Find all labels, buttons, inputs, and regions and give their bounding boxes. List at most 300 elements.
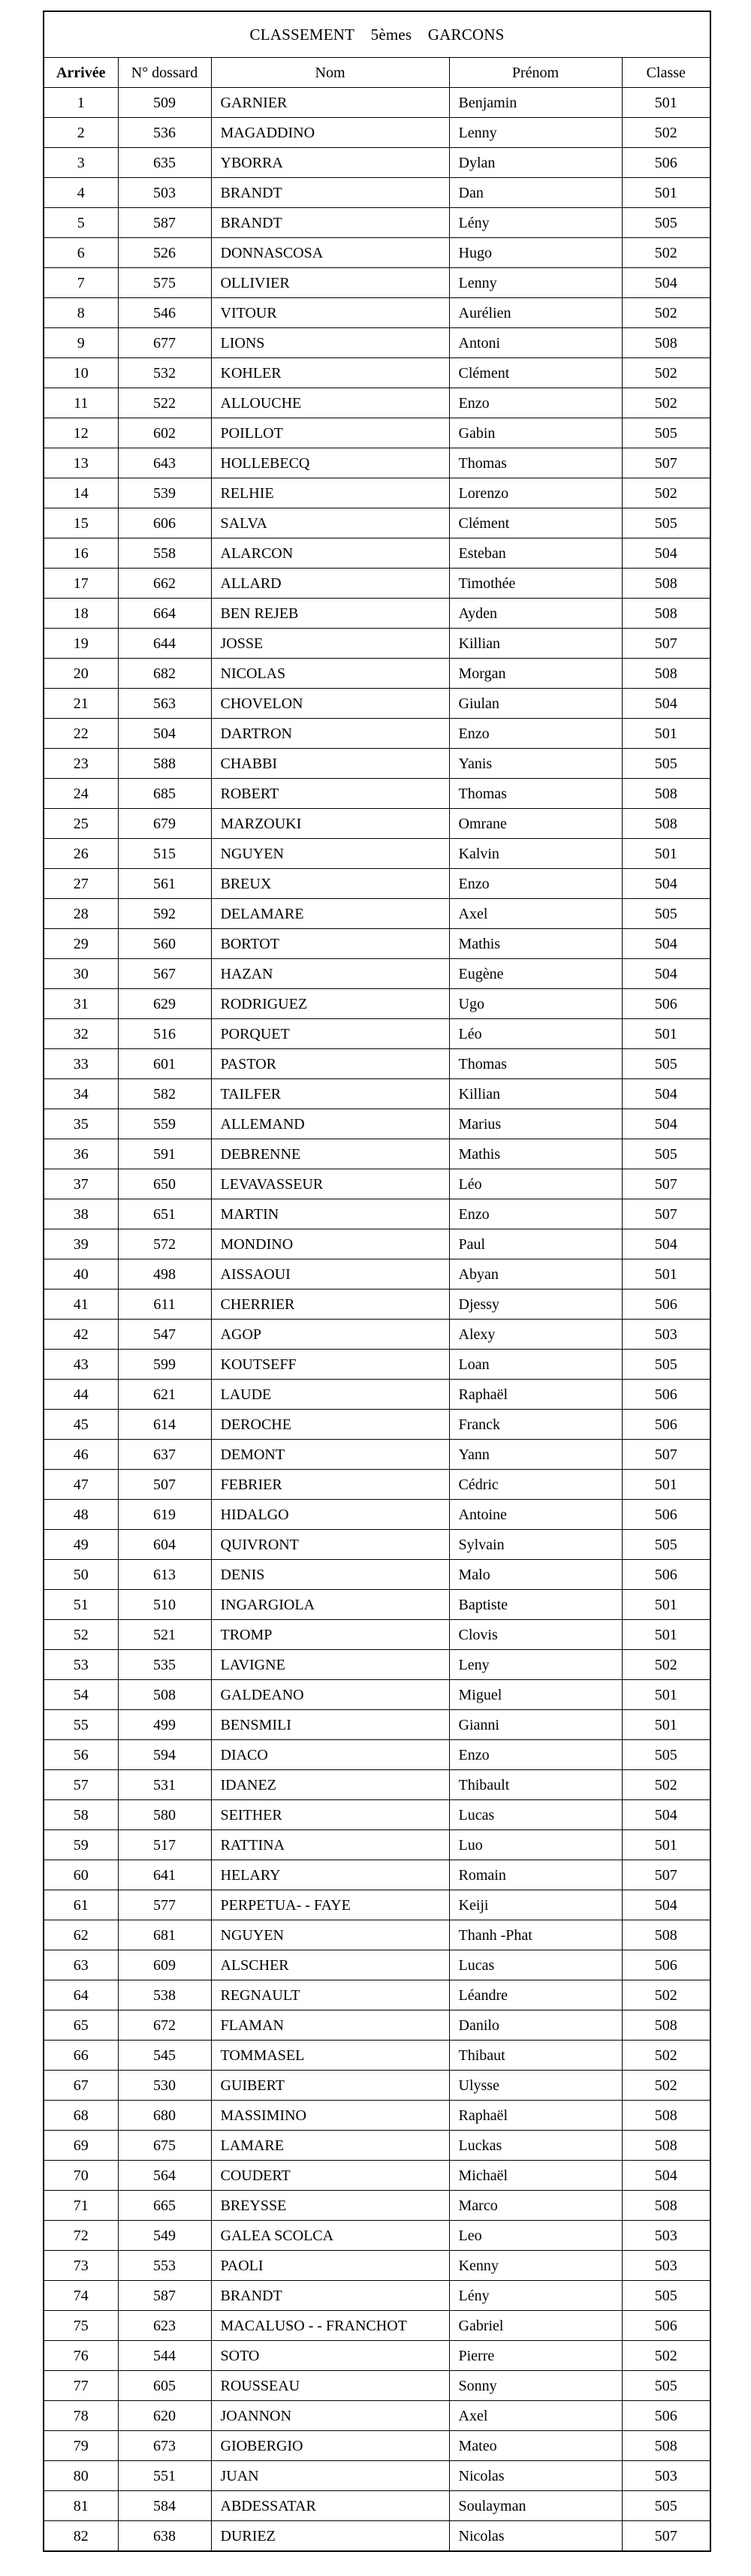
cell-firstname: Dan [449, 178, 622, 208]
table-row [44, 1980, 710, 2010]
cell-bib: 677 [118, 328, 211, 358]
table-row [44, 1560, 710, 1590]
cell-lastname: DEROCHE [211, 1410, 449, 1440]
table-row [44, 2281, 710, 2311]
cell-class: 504 [622, 689, 710, 719]
cell-arrival: 81 [44, 2491, 118, 2521]
table-row [44, 538, 710, 569]
cell-arrival: 34 [44, 1079, 118, 1109]
cell-lastname: BORTOT [211, 929, 449, 959]
table-row [44, 1259, 710, 1290]
cell-lastname: ALLEMAND [211, 1109, 449, 1139]
cell-bib: 594 [118, 1740, 211, 1770]
cell-firstname: Lorenzo [449, 478, 622, 508]
cell-bib: 591 [118, 1139, 211, 1169]
cell-class: 502 [622, 2341, 710, 2371]
cell-lastname: DURIEZ [211, 2521, 449, 2552]
cell-lastname: RODRIGUEZ [211, 989, 449, 1019]
cell-arrival: 76 [44, 2341, 118, 2371]
cell-bib: 638 [118, 2521, 211, 2552]
cell-arrival: 11 [44, 388, 118, 418]
cell-firstname: Kalvin [449, 839, 622, 869]
table-row [44, 208, 710, 238]
cell-class: 505 [622, 1530, 710, 1560]
table-row [44, 929, 710, 959]
cell-firstname: Loan [449, 1350, 622, 1380]
cell-lastname: SEITHER [211, 1800, 449, 1830]
cell-firstname: Killian [449, 1079, 622, 1109]
table-row [44, 689, 710, 719]
cell-class: 508 [622, 2191, 710, 2221]
cell-firstname: Lény [449, 208, 622, 238]
cell-lastname: POILLOT [211, 418, 449, 448]
cell-class: 502 [622, 118, 710, 148]
table-row [44, 2010, 710, 2041]
cell-bib: 587 [118, 208, 211, 238]
cell-bib: 681 [118, 1920, 211, 1950]
cell-lastname: VITOUR [211, 298, 449, 328]
table-row [44, 1410, 710, 1440]
cell-lastname: ROBERT [211, 779, 449, 809]
cell-arrival: 35 [44, 1109, 118, 1139]
cell-arrival: 25 [44, 809, 118, 839]
cell-arrival: 36 [44, 1139, 118, 1169]
cell-class: 505 [622, 508, 710, 538]
cell-arrival: 55 [44, 1710, 118, 1740]
table-body [44, 88, 710, 2552]
cell-class: 505 [622, 418, 710, 448]
cell-bib: 675 [118, 2131, 211, 2161]
table-row [44, 749, 710, 779]
cell-class: 501 [622, 1830, 710, 1860]
cell-class: 502 [622, 2071, 710, 2101]
cell-arrival: 30 [44, 959, 118, 989]
cell-lastname: NGUYEN [211, 1920, 449, 1950]
cell-firstname: Raphaël [449, 1380, 622, 1410]
cell-lastname: REGNAULT [211, 1980, 449, 2010]
table-row [44, 1440, 710, 1470]
cell-arrival: 6 [44, 238, 118, 268]
cell-firstname: Luckas [449, 2131, 622, 2161]
cell-arrival: 41 [44, 1290, 118, 1320]
table-row [44, 2491, 710, 2521]
table-row [44, 2101, 710, 2131]
cell-firstname: Soulayman [449, 2491, 622, 2521]
cell-bib: 539 [118, 478, 211, 508]
cell-class: 501 [622, 178, 710, 208]
cell-bib: 672 [118, 2010, 211, 2041]
table-row [44, 2071, 710, 2101]
cell-bib: 561 [118, 869, 211, 899]
table-row [44, 118, 710, 148]
table-row [44, 1680, 710, 1710]
cell-lastname: ALSCHER [211, 1950, 449, 1980]
cell-lastname: GUIBERT [211, 2071, 449, 2101]
table-row [44, 1109, 710, 1139]
cell-bib: 621 [118, 1380, 211, 1410]
table-row [44, 1620, 710, 1650]
cell-lastname: RATTINA [211, 1830, 449, 1860]
table-row [44, 2191, 710, 2221]
cell-firstname: Antoine [449, 1500, 622, 1530]
table-row [44, 1350, 710, 1380]
table-row [44, 1290, 710, 1320]
cell-arrival: 2 [44, 118, 118, 148]
cell-bib: 575 [118, 268, 211, 298]
table-row [44, 1320, 710, 1350]
cell-class: 505 [622, 2491, 710, 2521]
table-row [44, 1380, 710, 1410]
table-row [44, 899, 710, 929]
cell-firstname: Léandre [449, 1980, 622, 2010]
cell-bib: 560 [118, 929, 211, 959]
cell-firstname: Enzo [449, 1740, 622, 1770]
cell-arrival: 42 [44, 1320, 118, 1350]
cell-arrival: 21 [44, 689, 118, 719]
cell-lastname: INGARGIOLA [211, 1590, 449, 1620]
cell-bib: 564 [118, 2161, 211, 2191]
cell-bib: 662 [118, 569, 211, 599]
cell-arrival: 58 [44, 1800, 118, 1830]
cell-arrival: 44 [44, 1380, 118, 1410]
cell-firstname: Marco [449, 2191, 622, 2221]
cell-firstname: Nicolas [449, 2521, 622, 2552]
cell-lastname: ROUSSEAU [211, 2371, 449, 2401]
cell-class: 502 [622, 388, 710, 418]
cell-bib: 517 [118, 1830, 211, 1860]
cell-lastname: NGUYEN [211, 839, 449, 869]
table-row [44, 779, 710, 809]
cell-lastname: DELAMARE [211, 899, 449, 929]
cell-bib: 609 [118, 1950, 211, 1980]
table-row [44, 1019, 710, 1049]
table-row [44, 1860, 710, 1890]
title-grade: 5èmes [370, 25, 412, 44]
cell-bib: 521 [118, 1620, 211, 1650]
table-row [44, 1890, 710, 1920]
cell-firstname: Nicolas [449, 2461, 622, 2491]
cell-arrival: 31 [44, 989, 118, 1019]
cell-firstname: Gabriel [449, 2311, 622, 2341]
cell-class: 504 [622, 1229, 710, 1259]
table-row [44, 268, 710, 298]
cell-class: 504 [622, 929, 710, 959]
cell-arrival: 16 [44, 538, 118, 569]
table-row [44, 478, 710, 508]
table-row [44, 989, 710, 1019]
cell-arrival: 68 [44, 2101, 118, 2131]
cell-lastname: LEVAVASSEUR [211, 1169, 449, 1199]
table-row [44, 1950, 710, 1980]
cell-firstname: Kenny [449, 2251, 622, 2281]
table-row [44, 1470, 710, 1500]
cell-lastname: AISSAOUI [211, 1259, 449, 1290]
cell-arrival: 63 [44, 1950, 118, 1980]
cell-arrival: 28 [44, 899, 118, 929]
cell-class: 507 [622, 1199, 710, 1229]
cell-class: 508 [622, 779, 710, 809]
cell-lastname: BRANDT [211, 178, 449, 208]
cell-lastname: LAVIGNE [211, 1650, 449, 1680]
cell-firstname: Hugo [449, 238, 622, 268]
cell-arrival: 19 [44, 629, 118, 659]
cell-arrival: 47 [44, 1470, 118, 1500]
cell-class: 502 [622, 478, 710, 508]
cell-class: 501 [622, 1019, 710, 1049]
cell-lastname: NICOLAS [211, 659, 449, 689]
cell-bib: 547 [118, 1320, 211, 1350]
cell-bib: 611 [118, 1290, 211, 1320]
cell-arrival: 62 [44, 1920, 118, 1950]
cell-lastname: LAMARE [211, 2131, 449, 2161]
table-row [44, 2371, 710, 2401]
cell-arrival: 50 [44, 1560, 118, 1590]
cell-bib: 553 [118, 2251, 211, 2281]
table-row [44, 959, 710, 989]
cell-class: 501 [622, 1259, 710, 1290]
cell-bib: 516 [118, 1019, 211, 1049]
table-row [44, 508, 710, 538]
cell-arrival: 56 [44, 1740, 118, 1770]
cell-firstname: Aurélien [449, 298, 622, 328]
cell-lastname: ALLOUCHE [211, 388, 449, 418]
cell-firstname: Ayden [449, 599, 622, 629]
cell-bib: 588 [118, 749, 211, 779]
table-row [44, 448, 710, 478]
cell-lastname: GARNIER [211, 88, 449, 118]
table-row [44, 1590, 710, 1620]
cell-class: 506 [622, 1380, 710, 1410]
cell-class: 502 [622, 358, 710, 388]
cell-firstname: Thanh -Phat [449, 1920, 622, 1950]
table-row [44, 388, 710, 418]
cell-lastname: JOANNON [211, 2401, 449, 2431]
cell-arrival: 5 [44, 208, 118, 238]
cell-bib: 510 [118, 1590, 211, 1620]
cell-firstname: Enzo [449, 1199, 622, 1229]
cell-class: 501 [622, 88, 710, 118]
table-row [44, 809, 710, 839]
cell-lastname: DONNASCOSA [211, 238, 449, 268]
results-sheet [43, 11, 710, 2552]
cell-arrival: 77 [44, 2371, 118, 2401]
cell-arrival: 22 [44, 719, 118, 749]
cell-firstname: Baptiste [449, 1590, 622, 1620]
cell-bib: 582 [118, 1079, 211, 1109]
cell-lastname: JUAN [211, 2461, 449, 2491]
table-row [44, 1169, 710, 1199]
cell-lastname: KOUTSEFF [211, 1350, 449, 1380]
table-row [44, 1229, 710, 1259]
table-row [44, 2161, 710, 2191]
table-row [44, 1079, 710, 1109]
cell-lastname: DIACO [211, 1740, 449, 1770]
cell-class: 504 [622, 1109, 710, 1139]
cell-lastname: MAGADDINO [211, 118, 449, 148]
cell-lastname: TOMMASEL [211, 2041, 449, 2071]
cell-lastname: OLLIVIER [211, 268, 449, 298]
cell-arrival: 79 [44, 2431, 118, 2461]
cell-lastname: ALARCON [211, 538, 449, 569]
cell-class: 505 [622, 208, 710, 238]
cell-bib: 580 [118, 1800, 211, 1830]
cell-class: 506 [622, 1290, 710, 1320]
cell-firstname: Sylvain [449, 1530, 622, 1560]
cell-arrival: 70 [44, 2161, 118, 2191]
cell-arrival: 57 [44, 1770, 118, 1800]
cell-lastname: HIDALGO [211, 1500, 449, 1530]
cell-class: 504 [622, 1800, 710, 1830]
cell-bib: 503 [118, 178, 211, 208]
cell-arrival: 18 [44, 599, 118, 629]
cell-lastname: MASSIMINO [211, 2101, 449, 2131]
cell-firstname: Clément [449, 508, 622, 538]
cell-bib: 680 [118, 2101, 211, 2131]
cell-arrival: 23 [44, 749, 118, 779]
cell-lastname: ABDESSATAR [211, 2491, 449, 2521]
cell-lastname: TAILFER [211, 1079, 449, 1109]
cell-lastname: DEBRENNE [211, 1139, 449, 1169]
cell-bib: 587 [118, 2281, 211, 2311]
cell-arrival: 32 [44, 1019, 118, 1049]
table-row [44, 869, 710, 899]
cell-lastname: COUDERT [211, 2161, 449, 2191]
cell-firstname: Miguel [449, 1680, 622, 1710]
cell-firstname: Malo [449, 1560, 622, 1590]
cell-arrival: 8 [44, 298, 118, 328]
cell-class: 505 [622, 2281, 710, 2311]
header-bib: N° dossard [118, 58, 211, 88]
cell-lastname: RELHIE [211, 478, 449, 508]
cell-firstname: Mathis [449, 1139, 622, 1169]
cell-class: 508 [622, 2010, 710, 2041]
cell-bib: 572 [118, 1229, 211, 1259]
cell-class: 504 [622, 1079, 710, 1109]
cell-bib: 673 [118, 2431, 211, 2461]
table-row [44, 1650, 710, 1680]
cell-bib: 682 [118, 659, 211, 689]
cell-arrival: 33 [44, 1049, 118, 1079]
cell-arrival: 64 [44, 1980, 118, 2010]
cell-arrival: 37 [44, 1169, 118, 1199]
cell-arrival: 40 [44, 1259, 118, 1290]
cell-lastname: KOHLER [211, 358, 449, 388]
cell-arrival: 67 [44, 2071, 118, 2101]
cell-bib: 606 [118, 508, 211, 538]
cell-firstname: Lucas [449, 1800, 622, 1830]
cell-bib: 498 [118, 1259, 211, 1290]
cell-firstname: Leny [449, 1650, 622, 1680]
cell-lastname: BENSMILI [211, 1710, 449, 1740]
cell-firstname: Romain [449, 1860, 622, 1890]
cell-lastname: ALLARD [211, 569, 449, 599]
cell-lastname: BREYSSE [211, 2191, 449, 2221]
cell-class: 505 [622, 749, 710, 779]
cell-lastname: IDANEZ [211, 1770, 449, 1800]
table-row [44, 1500, 710, 1530]
cell-arrival: 72 [44, 2221, 118, 2251]
cell-class: 501 [622, 1620, 710, 1650]
cell-lastname: AGOP [211, 1320, 449, 1350]
cell-bib: 549 [118, 2221, 211, 2251]
cell-firstname: Enzo [449, 388, 622, 418]
cell-bib: 526 [118, 238, 211, 268]
cell-firstname: Yanis [449, 749, 622, 779]
cell-class: 507 [622, 1440, 710, 1470]
cell-class: 506 [622, 1560, 710, 1590]
cell-bib: 685 [118, 779, 211, 809]
cell-lastname: BEN REJEB [211, 599, 449, 629]
cell-bib: 599 [118, 1350, 211, 1380]
cell-arrival: 60 [44, 1860, 118, 1890]
cell-class: 502 [622, 238, 710, 268]
cell-lastname: FLAMAN [211, 2010, 449, 2041]
cell-class: 506 [622, 2401, 710, 2431]
cell-lastname: BRANDT [211, 208, 449, 238]
cell-lastname: MARTIN [211, 1199, 449, 1229]
cell-bib: 559 [118, 1109, 211, 1139]
cell-class: 504 [622, 538, 710, 569]
cell-firstname: Timothée [449, 569, 622, 599]
cell-class: 506 [622, 1950, 710, 1980]
cell-bib: 515 [118, 839, 211, 869]
table-title [44, 11, 710, 58]
table-row [44, 2311, 710, 2341]
cell-arrival: 4 [44, 178, 118, 208]
cell-class: 501 [622, 1590, 710, 1620]
cell-bib: 545 [118, 2041, 211, 2071]
cell-class: 504 [622, 2161, 710, 2191]
cell-firstname: Clovis [449, 1620, 622, 1650]
cell-arrival: 73 [44, 2251, 118, 2281]
table-row [44, 2341, 710, 2371]
header-row [44, 58, 710, 88]
cell-firstname: Mateo [449, 2431, 622, 2461]
cell-firstname: Paul [449, 1229, 622, 1259]
cell-bib: 664 [118, 599, 211, 629]
cell-class: 507 [622, 448, 710, 478]
cell-firstname: Clément [449, 358, 622, 388]
ranking-table [43, 11, 711, 2552]
cell-lastname: HAZAN [211, 959, 449, 989]
cell-arrival: 69 [44, 2131, 118, 2161]
cell-arrival: 39 [44, 1229, 118, 1259]
cell-class: 504 [622, 959, 710, 989]
cell-class: 508 [622, 328, 710, 358]
cell-class: 508 [622, 2431, 710, 2461]
cell-firstname: Abyan [449, 1259, 622, 1290]
cell-bib: 605 [118, 2371, 211, 2401]
cell-class: 505 [622, 1139, 710, 1169]
cell-bib: 535 [118, 1650, 211, 1680]
cell-class: 508 [622, 569, 710, 599]
cell-arrival: 51 [44, 1590, 118, 1620]
cell-firstname: Gabin [449, 418, 622, 448]
cell-bib: 619 [118, 1500, 211, 1530]
cell-lastname: DENIS [211, 1560, 449, 1590]
cell-firstname: Sonny [449, 2371, 622, 2401]
cell-lastname: HELARY [211, 1860, 449, 1890]
cell-bib: 538 [118, 1980, 211, 2010]
table-row [44, 2131, 710, 2161]
cell-firstname: Franck [449, 1410, 622, 1440]
cell-arrival: 3 [44, 148, 118, 178]
cell-bib: 651 [118, 1199, 211, 1229]
cell-firstname: Morgan [449, 659, 622, 689]
cell-firstname: Marius [449, 1109, 622, 1139]
cell-arrival: 14 [44, 478, 118, 508]
cell-firstname: Killian [449, 629, 622, 659]
